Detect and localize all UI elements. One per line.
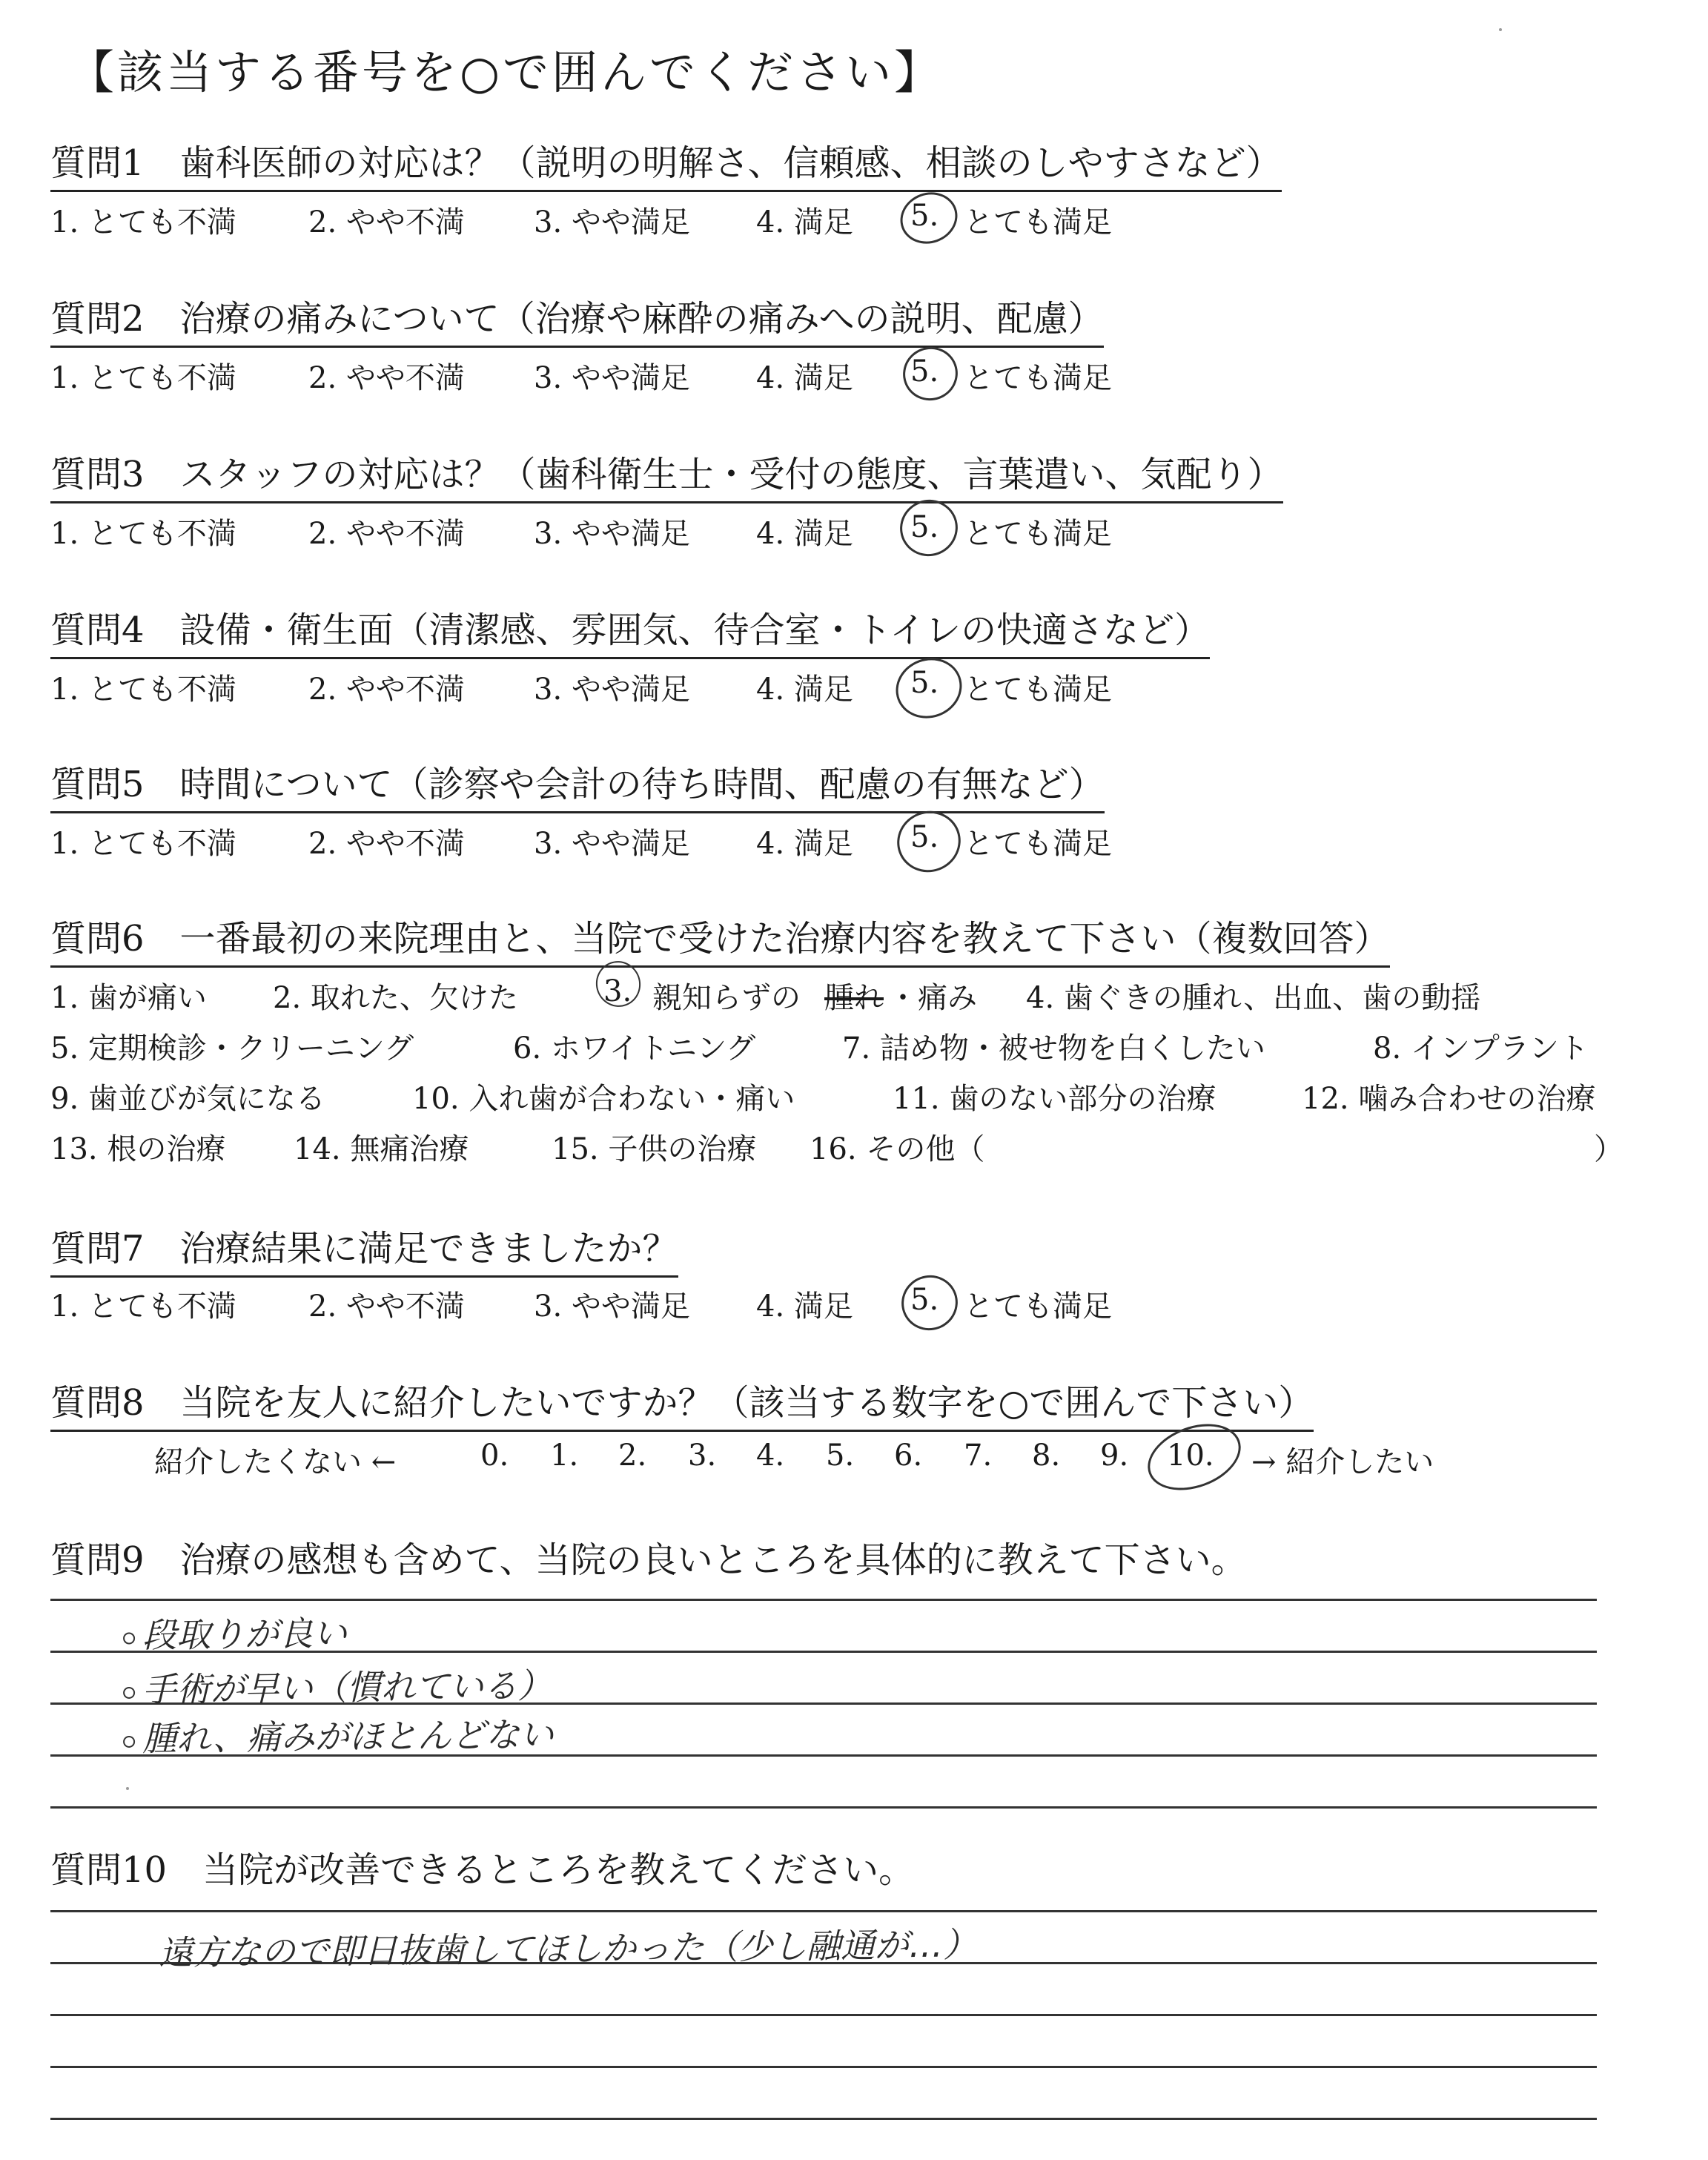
option-5-text: とても満足: [964, 205, 1112, 240]
question-9-label: 質問9 治療の感想も含めて、当院の良いところを具体的に教えて下さい。: [50, 1539, 1247, 1581]
q6-option[interactable]: 9. 歯並びが気になる: [50, 1082, 325, 1116]
option-2[interactable]: 2. やや不満: [308, 361, 465, 395]
option-5-text: とても満足: [964, 1289, 1112, 1324]
option-4[interactable]: 4. 満足: [756, 361, 853, 395]
bullet-icon: [123, 1632, 135, 1644]
selection-circle: [887, 649, 970, 727]
answer-line: [50, 1806, 1597, 1809]
scale-left-label: 紹介したくない ←: [154, 1445, 397, 1479]
option-4[interactable]: 4. 満足: [756, 517, 853, 551]
q6-option[interactable]: 2. 取れた、欠けた: [273, 981, 518, 1015]
question-3-label: 質問3 スタッフの対応は？（歯科衛生士・受付の態度、言葉遣い、気配り）: [50, 454, 1283, 503]
q9-answer-text: 手術が早い（慣れている）: [142, 1665, 552, 1710]
q9-answer-1: [123, 1606, 348, 1657]
question-2-label: 質問2 治療の痛みについて（治療や麻酔の痛みへの説明、配慮）: [50, 298, 1104, 348]
scale-option-1[interactable]: 1.: [550, 1439, 579, 1473]
q6-struck-text: 腫れ: [824, 981, 884, 1015]
page-title: 【該当する番号を○で囲んでください】: [68, 45, 944, 99]
q9-answer-3: [123, 1708, 554, 1761]
option-3[interactable]: 3. やや満足: [534, 205, 690, 240]
scale-right-label: → 紹介したい: [1251, 1445, 1434, 1479]
option-5-text: とても満足: [964, 827, 1112, 861]
q6-option-other[interactable]: 16. その他（: [810, 1132, 985, 1166]
option-2[interactable]: 2. やや不満: [308, 673, 465, 707]
option-1[interactable]: 1. とても不満: [50, 517, 236, 551]
question-7-label: 質問7 治療結果に満足できましたか？: [50, 1228, 678, 1278]
question-6-label: 質問6 一番最初の来院理由と、当院で受けた治療内容を教えて下さい（複数回答）: [50, 918, 1390, 968]
option-2[interactable]: 2. やや不満: [308, 827, 465, 861]
question-8-scale: [50, 1439, 1607, 1480]
q9-answer-text: 腫れ、痛みがほとんどない: [142, 1714, 555, 1759]
option-5[interactable]: 5.: [910, 510, 939, 544]
scale-option-6[interactable]: 6.: [894, 1439, 923, 1473]
q6-option[interactable]: 15. 子供の治療: [552, 1132, 757, 1166]
option-5-text: とても満足: [964, 361, 1112, 395]
option-1[interactable]: 1. とても不満: [50, 827, 236, 861]
q6-option[interactable]: 6. ホワイトニング: [513, 1031, 756, 1066]
scale-option-0[interactable]: 0.: [480, 1439, 509, 1473]
q6-option[interactable]: 4. 歯ぐきの腫れ、出血、歯の動揺: [1026, 981, 1481, 1015]
q6-option[interactable]: 5. 定期検診・クリーニング: [50, 1031, 414, 1066]
q6-option[interactable]: 10. 入れ歯が合わない・痛い: [412, 1082, 795, 1116]
option-5[interactable]: 5.: [910, 666, 939, 700]
scale-option-7[interactable]: 7.: [964, 1439, 993, 1473]
selection-circle: [889, 802, 970, 881]
option-4[interactable]: 4. 満足: [756, 1289, 853, 1324]
q6-option[interactable]: 11. 歯のない部分の治療: [893, 1082, 1217, 1116]
q10-answer-1: 遠方なので即日抜歯してほしかった（少し融通が…）: [158, 1924, 978, 1973]
selection-circle: [896, 340, 965, 409]
answer-line: [50, 2066, 1597, 2068]
option-4[interactable]: 4. 満足: [756, 205, 853, 240]
option-3[interactable]: 3. やや満足: [534, 1289, 690, 1324]
selection-circle: [894, 1267, 966, 1338]
option-5[interactable]: 5.: [910, 1283, 939, 1317]
option-5-text: とても満足: [964, 517, 1112, 551]
option-5[interactable]: 5.: [910, 199, 939, 233]
q6-option[interactable]: 14. 無痛治療: [294, 1132, 469, 1166]
scale-option-8[interactable]: 8.: [1032, 1439, 1061, 1473]
bullet-icon: [123, 1735, 135, 1747]
q6-option[interactable]: 12. 噛み合わせの治療: [1302, 1082, 1596, 1116]
answer-line: [50, 2014, 1597, 2016]
option-2[interactable]: 2. やや不満: [308, 517, 465, 551]
option-5-text: とても満足: [964, 673, 1112, 707]
question-5-label: 質問5 時間について（診察や会計の待ち時間、配慮の有無など）: [50, 764, 1105, 813]
q6-option[interactable]: 13. 根の治療: [50, 1132, 226, 1166]
selection-circle: [893, 185, 965, 252]
q6-option-number[interactable]: 3.: [603, 974, 632, 1008]
q6-option[interactable]: 1. 歯が痛い: [50, 981, 207, 1015]
q6-option-text: ・痛み: [888, 981, 977, 1015]
option-3[interactable]: 3. やや満足: [534, 361, 690, 395]
option-1[interactable]: 1. とても不満: [50, 673, 236, 707]
answer-line: [50, 2118, 1597, 2120]
question-8-label: 質問8 当院を友人に紹介したいですか？（該当する数字を○で囲んで下さい）: [50, 1382, 1314, 1432]
scale-option-5[interactable]: 5.: [826, 1439, 855, 1473]
option-1[interactable]: 1. とても不満: [50, 361, 236, 395]
option-5[interactable]: 5.: [910, 354, 939, 389]
option-2[interactable]: 2. やや不満: [308, 1289, 465, 1324]
scale-option-2[interactable]: 2.: [618, 1439, 647, 1473]
question-1-label: 質問1 歯科医師の対応は？（説明の明解さ、信頼感、相談のしやすさなど）: [50, 142, 1282, 192]
q6-option[interactable]: 7. 詰め物・被せ物を白くしたい: [842, 1031, 1265, 1066]
option-2[interactable]: 2. やや不満: [308, 205, 465, 240]
option-3[interactable]: 3. やや満足: [534, 673, 690, 707]
option-1[interactable]: 1. とても不満: [50, 205, 236, 240]
option-1[interactable]: 1. とても不満: [50, 1289, 236, 1324]
q6-other-close: ）: [1594, 1132, 1623, 1166]
answer-line: [50, 1910, 1597, 1912]
q9-answer-text: 段取りが良い: [142, 1613, 348, 1656]
option-4[interactable]: 4. 満足: [756, 673, 853, 707]
scale-option-9[interactable]: 9.: [1100, 1439, 1129, 1473]
scan-speck: [1499, 28, 1502, 31]
q6-option-text: 親知らずの: [652, 981, 801, 1015]
q9-answer-2: [123, 1659, 552, 1712]
scan-speck: [126, 1787, 129, 1790]
option-4[interactable]: 4. 満足: [756, 827, 853, 861]
question-4-label: 質問4 設備・衛生面（清潔感、雰囲気、待合室・トイレの快適さなど）: [50, 610, 1210, 659]
option-5[interactable]: 5.: [910, 820, 939, 854]
bullet-icon: [123, 1686, 135, 1698]
q6-option[interactable]: 8. インプラント: [1373, 1031, 1589, 1066]
option-3[interactable]: 3. やや満足: [534, 517, 690, 551]
question-10-label: 質問10 当院が改善できるところを教えてください。: [50, 1849, 915, 1891]
option-3[interactable]: 3. やや満足: [534, 827, 690, 861]
answer-line: [50, 1599, 1597, 1601]
scale-option-3[interactable]: 3.: [688, 1439, 717, 1473]
scale-option-4[interactable]: 4.: [756, 1439, 785, 1473]
scale-option-10[interactable]: 10.: [1167, 1439, 1214, 1473]
